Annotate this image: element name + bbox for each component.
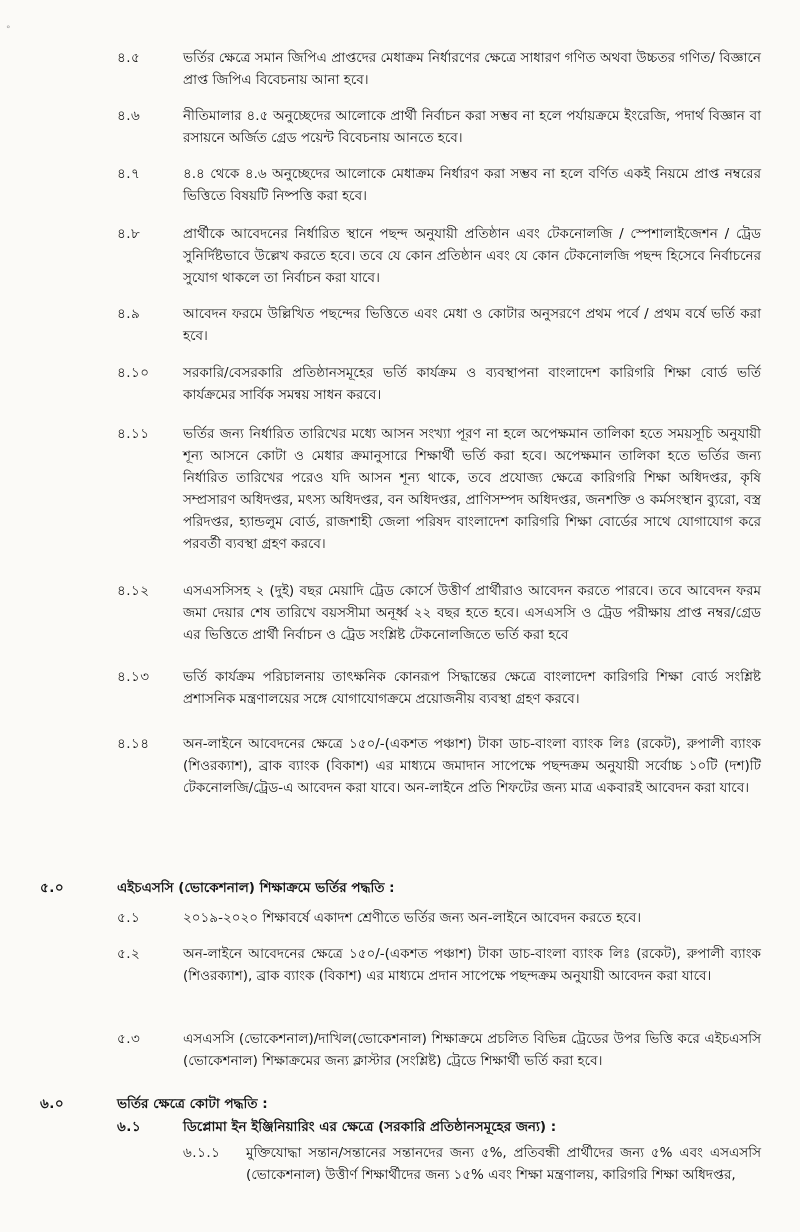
subsection-title: ডিপ্লোমা ইন ইঞ্জিনিয়ারিং এর ক্ষেত্রে (সরকারি প্রতিষ্ঠানসমূহের জন্য) : [183, 1119, 557, 1135]
item-number: ৪.৭ [117, 166, 141, 182]
section-title: এইচএসসি (ভোকেশনাল) শিক্ষাক্রমে ভর্তির পদ্ধতি : [117, 880, 395, 896]
item-text: এসএসসি (ভোকেশনাল)/দাখিল(ভোকেশনাল) শিক্ষাক্রমে প্রচলিত বিভিন্ন ট্রেডের উপর ভিত্তি করে এইচএসসি (ভোকেশনাল) শিক্ষাক্রমের জন্য ক্লাস্টার (সংশ্লিষ্ট) ট্রেডে শিক্ষার্থী ভর্তি করা হবে। [183, 1031, 761, 1069]
item-number: ৪.৮ [117, 226, 141, 242]
item-text: আবেদন ফরমে উল্লিখিত পছন্দের ভিত্তিতে এবং মেধা ও কোটার অনুসরণে প্রথম পর্বে / প্রথম বর্ষে ভর্তি করা হবে। [183, 306, 761, 344]
item-number: ৪.১২ [117, 583, 150, 599]
item-text: নীতিমালার ৪.৫ অনুচ্ছেদের আলোকে প্রার্থী নির্বাচন করা সম্ভব না হলে পর্যায়ক্রমে ইংরেজি, পদার্থ বিজ্ঞান বা রসায়নে অর্জিত গ্রেড পয়েন্ট বিবেচনায় আনতে হবে। [183, 108, 761, 146]
item-number: ৪.৫ [117, 50, 141, 66]
item-number: ৪.১৪ [117, 736, 150, 752]
item-text: ভর্তি কার্যক্রম পরিচালনায় তাৎক্ষনিক কোনরূপ সিদ্ধান্তের ক্ষেত্রে বাংলাদেশ কারিগরি শিক্ষা বোর্ড সংশ্লিষ্ট প্রশাসনিক মন্ত্রণালয়ের সঙ্গে যোগাযোগক্রমে প্রয়োজনীয় ব্যবস্থা গ্রহণ করবে। [183, 669, 761, 707]
item-number: ৫.২ [117, 946, 141, 962]
item-text: এসএসসিসহ ২ (দুই) বছর মেয়াদি ট্রেড কোর্সে উত্তীর্ণ প্রার্থীরাও আবেদন করতে পারবে। তবে আবেদন ফরম জমা দেয়ার শেষ তারিখে বয়সসীমা অনূর্ধ্ব ২২ বছর হতে হবে। এসএসসি ও ট্রেড পরীক্ষায় প্রাপ্ত নম্বর/গ্রেড এর ভিত্তিতে প্রার্থী নির্বাচন ও ট্রেড সংশ্লিষ্ট টেকনোলজিতে ভর্তি করা হবে [183, 583, 761, 643]
item-text: অন-লাইনে আবেদনের ক্ষেত্রে ১৫০/-(একশত পঞ্চাশ) টাকা ডাচ-বাংলা ব্যাংক লিঃ (রকেট), রুপালী ব্যাংক (শিওরক্যাশ), ব্রাক ব্যাংক (বিকাশ) এর মাধ্যমে প্রদান সাপেক্ষে পছন্দক্রম অনুযায়ী আবেদন করা যাবে। [183, 946, 761, 984]
section-title: ভর্তির ক্ষেত্রে কোটা পদ্ধতি : [117, 1096, 268, 1112]
item-text: মুক্তিযোদ্ধা সন্তান/সন্তানের সন্তানদের জন্য ৫%, প্রতিবন্ধী প্রার্থীদের জন্য ৫% এবং এসএসসি (ভোকেশনাল) উত্তীর্ণ শিক্ষার্থীদের জন্য ১৫% এবং শিক্ষা মন্ত্রণালয়, কারিগরি শিক্ষা অধিদপ্তর, [246, 1145, 761, 1183]
item-number: ৪.১০ [117, 365, 150, 381]
item-text: অন-লাইনে আবেদনের ক্ষেত্রে ১৫০/-(একশত পঞ্চাশ) টাকা ডাচ-বাংলা ব্যাংক লিঃ (রকেট), রুপালী ব্যাংক (শিওরক্যাশ), ব্রাক ব্যাংক (বিকাশ) এর মাধ্যমে জমাদান সাপেক্ষে পছন্দক্রম অনুযায়ী সর্বোচ্চ ১০টি (দশ)টি টেকনোলজি/ট্রেড-এ আবেদন করা যাবে। অন-লাইনে প্রতি শিফটের জন্য মাত্র একবারই আবেদন করা যাবে। [183, 736, 761, 796]
section-number: ৬.০ [40, 1096, 65, 1112]
item-number: ৪.৯ [117, 306, 141, 322]
section-number: ৫.০ [40, 880, 65, 896]
item-number: ৬.১.১ [183, 1145, 221, 1161]
item-text: সরকারি/বেসরকারি প্রতিষ্ঠানসমূহের ভর্তি কার্যক্রম ও ব্যবস্থাপনা বাংলাদেশ কারিগরি শিক্ষা বোর্ড ভর্তি কার্যক্রমের সার্বিক সমন্বয় সাধন করবে। [183, 365, 761, 403]
item-number: ৪.১৩ [117, 669, 150, 685]
item-text: ২০১৯-২০২০ শিক্ষাবর্ষে একাদশ শ্রেণীতে ভর্তির জন্য অন-লাইনে আবেদন করতে হবে। [183, 910, 642, 926]
item-number: ৪.১১ [117, 426, 150, 442]
item-text: ভর্তির জন্য নির্ধারিত তারিখের মধ্যে আসন সংখ্যা পূরণ না হলে অপেক্ষমান তালিকা হতে সময়সূচি অনুযায়ী শূন্য আসনে কোটা ও মেধার ক্রমানুসারে শিক্ষার্থী ভর্তি করা হবে। অপেক্ষমান তালিকা হতে ভর্তির জন্য নির্ধারিত তারিখের পরেও যদি আসন শূন্য থাকে, তবে প্রযোজ্য ক্ষেত্রে কারিগরি শিক্ষা অধিদপ্তর, কৃষি সম্প্রসারণ অধিদপ্তর, মৎস্য অধিদপ্তর, বন অধিদপ্তর, প্রাণিসম্পদ অধিদপ্তর, জনশক্তি ও কর্মসংস্থান ব্যুরো, বস্ত্র পরিদপ্তর, হ্যান্ডলুম বোর্ড, রাজশাহী জেলা পরিষদ বাংলাদেশ কারিগরি শিক্ষা বোর্ডের সাথে যোগাযোগ করে পরবর্তী ব্যবস্থা গ্রহণ করবে। [183, 426, 761, 552]
scan-mark: ° [6, 25, 11, 35]
item-text: প্রার্থীকে আবেদনের নির্ধারিত স্থানে পছন্দ অনুযায়ী প্রতিষ্ঠান এবং টেকনোলজি / স্পেশালাইজেশন / ট্রেড সুনির্দিষ্টভাবে উল্লেখ করতে হবে। তবে যে কোন প্রতিষ্ঠান এবং যে কোন টেকনোলজি পছন্দ হিসেবে নির্বাচনের সুযোগ থাকলে তা নির্বাচন করা যাবে। [183, 226, 761, 286]
item-text: ৪.৪ থেকে ৪.৬ অনুচ্ছেদের আলোকে মেধাক্রম নির্ধারণ করা সম্ভব না হলে বর্ণিত একই নিয়মে প্রাপ্ত নম্বরের ভিত্তিতে বিষয়টি নিষ্পত্তি করা হবে। [183, 166, 761, 204]
item-number: ৪.৬ [117, 108, 141, 124]
item-number: ৫.১ [117, 910, 141, 926]
subsection-number: ৬.১ [117, 1119, 142, 1135]
item-number: ৫.৩ [117, 1031, 141, 1047]
item-text: ভর্তির ক্ষেত্রে সমান জিপিএ প্রাপ্তদের মেধাক্রম নির্ধারণের ক্ষেত্রে সাধারণ গণিত অথবা উচ্চতর গণিত/ বিজ্ঞানে প্রাপ্ত জিপিএ বিবেচনায় আনা হবে। [183, 50, 761, 88]
